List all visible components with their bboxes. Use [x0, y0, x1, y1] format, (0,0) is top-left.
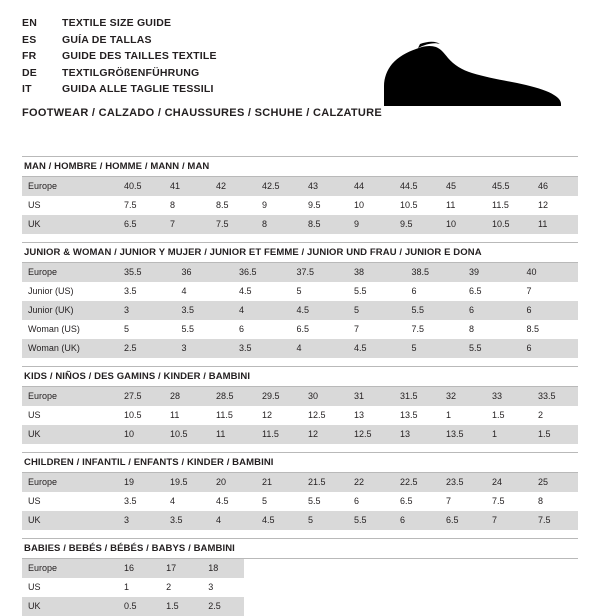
size-cell: 3: [202, 578, 244, 597]
size-cell: 1: [486, 425, 532, 444]
size-cell: 6: [406, 282, 464, 301]
size-block-kids: [22, 366, 578, 444]
row-label: US: [22, 578, 118, 597]
size-cell: 27.5: [118, 387, 164, 406]
size-cell: 3.5: [118, 282, 176, 301]
size-cell: 3: [118, 511, 164, 530]
size-cell: 13: [348, 406, 394, 425]
table-row: [22, 406, 578, 425]
size-cell: 10.5: [486, 215, 532, 234]
size-cell: 6.5: [118, 215, 164, 234]
row-label: UK: [22, 597, 118, 616]
size-cell: 42.5: [256, 177, 302, 196]
row-label: UK: [22, 425, 118, 444]
size-table-body: [22, 559, 244, 616]
size-cell: 10.5: [118, 406, 164, 425]
size-cell: 37.5: [291, 263, 349, 282]
size-cell: 33.5: [532, 387, 578, 406]
table-row: [22, 177, 578, 196]
size-cell: 4.5: [210, 492, 256, 511]
size-cell: 19: [118, 473, 164, 492]
size-block-children: [22, 452, 578, 530]
size-cell: 1.5: [486, 406, 532, 425]
row-label: Europe: [22, 387, 118, 406]
size-cell: 44.5: [394, 177, 440, 196]
language-title-list-body: [22, 16, 217, 99]
row-label: Europe: [22, 177, 118, 196]
language-title: GUIDE DES TAILLES TEXTILE: [62, 50, 217, 62]
size-cell: 11: [210, 425, 256, 444]
size-cell: 8: [532, 492, 578, 511]
size-cell: 9.5: [302, 196, 348, 215]
size-cell: 6: [521, 339, 579, 358]
size-cell: 11.5: [256, 425, 302, 444]
size-cell: 38.5: [406, 263, 464, 282]
table-row: [22, 387, 578, 406]
language-row: [22, 49, 217, 66]
size-block-man: [22, 156, 578, 234]
size-cell: 2: [160, 578, 202, 597]
language-code: IT: [22, 83, 32, 95]
size-cell: 0.5: [118, 597, 160, 616]
language-title: GUÍA DE TALLAS: [62, 33, 152, 46]
size-cell: 5.5: [406, 301, 464, 320]
size-cell: 8.5: [210, 196, 256, 215]
size-cell: 5: [406, 339, 464, 358]
size-cell: 8.5: [521, 320, 579, 339]
size-cell: 6: [394, 511, 440, 530]
size-cell: 28: [164, 387, 210, 406]
size-cell: 5.5: [463, 339, 521, 358]
size-cell: 24: [486, 473, 532, 492]
table-row: [22, 473, 578, 492]
size-cell: 11: [440, 196, 486, 215]
size-cell: 10.5: [394, 196, 440, 215]
size-block-babies: [22, 538, 578, 616]
document-header: [22, 16, 578, 126]
language-title: GUIDA ALLE TAGLIE TESSILI: [62, 83, 214, 95]
size-table-body: [22, 177, 578, 234]
block-title: BABIES / BEBÉS / BÉBÉS / BABYS / BAMBINI: [22, 538, 578, 559]
language-row: [22, 16, 217, 33]
language-code: ES: [22, 33, 37, 46]
size-cell: 7: [164, 215, 210, 234]
language-row: [22, 33, 217, 50]
size-cell: 11: [164, 406, 210, 425]
size-cell: 29.5: [256, 387, 302, 406]
size-cell: 6.5: [291, 320, 349, 339]
size-cell: 41: [164, 177, 210, 196]
size-cell: 20: [210, 473, 256, 492]
size-cell: 5.5: [302, 492, 348, 511]
size-cell: 16: [118, 559, 160, 578]
block-title: MAN / HOMBRE / HOMME / MANN / MAN: [22, 156, 578, 177]
size-cell: 5: [302, 511, 348, 530]
row-label: Junior (UK): [22, 301, 118, 320]
size-cell: 39: [463, 263, 521, 282]
size-cell: 7: [486, 511, 532, 530]
language-code: DE: [22, 66, 37, 79]
size-cell: 7: [521, 282, 579, 301]
size-cell: 12.5: [348, 425, 394, 444]
size-cell: 7.5: [210, 215, 256, 234]
row-label: Woman (US): [22, 320, 118, 339]
size-cell: 7: [348, 320, 406, 339]
size-cell: 5: [256, 492, 302, 511]
size-cell: 6: [233, 320, 291, 339]
table-row: [22, 320, 578, 339]
size-cell: 12.5: [302, 406, 348, 425]
size-cell: 40.5: [118, 177, 164, 196]
size-cell: 1: [440, 406, 486, 425]
size-cell: 10: [348, 196, 394, 215]
size-cell: 12: [256, 406, 302, 425]
size-cell: 23.5: [440, 473, 486, 492]
table-row: [22, 339, 578, 358]
size-cell: 13.5: [440, 425, 486, 444]
size-cell: 4: [210, 511, 256, 530]
size-cell: 1: [118, 578, 160, 597]
size-cell: 4: [164, 492, 210, 511]
size-cell: 12: [532, 196, 578, 215]
size-cell: 45: [440, 177, 486, 196]
dress-shoe-icon: [378, 34, 568, 106]
size-table-junior-woman: [22, 263, 578, 358]
size-cell: 38: [348, 263, 406, 282]
size-cell: 1.5: [160, 597, 202, 616]
size-table-body: [22, 387, 578, 444]
size-cell: 46: [532, 177, 578, 196]
table-row: [22, 492, 578, 511]
size-cell: 12: [302, 425, 348, 444]
size-cell: 8: [256, 215, 302, 234]
size-cell: 5.5: [176, 320, 234, 339]
size-cell: 7: [440, 492, 486, 511]
size-cell: 35.5: [118, 263, 176, 282]
size-cell: 11: [532, 215, 578, 234]
size-cell: 9: [348, 215, 394, 234]
size-cell: 25: [532, 473, 578, 492]
size-cell: 7.5: [118, 196, 164, 215]
size-cell: 31.5: [394, 387, 440, 406]
size-cell: 3: [176, 339, 234, 358]
size-cell: 11.5: [486, 196, 532, 215]
size-cell: 45.5: [486, 177, 532, 196]
size-cell: 13: [394, 425, 440, 444]
size-cell: 8.5: [302, 215, 348, 234]
size-cell: 11.5: [210, 406, 256, 425]
row-label: US: [22, 196, 118, 215]
size-cell: 9.5: [394, 215, 440, 234]
size-cell: 8: [164, 196, 210, 215]
size-cell: 44: [348, 177, 394, 196]
size-cell: 4.5: [291, 301, 349, 320]
size-cell: 5: [291, 282, 349, 301]
size-cell: 5: [348, 301, 406, 320]
row-label: UK: [22, 511, 118, 530]
row-label: Europe: [22, 559, 118, 578]
language-code: EN: [22, 17, 37, 29]
row-label: Junior (US): [22, 282, 118, 301]
size-cell: 8: [463, 320, 521, 339]
size-cell: 30: [302, 387, 348, 406]
size-cell: 4.5: [256, 511, 302, 530]
size-cell: 4: [176, 282, 234, 301]
size-cell: 4: [233, 301, 291, 320]
row-label: Europe: [22, 263, 118, 282]
size-cell: 4: [291, 339, 349, 358]
language-title-list: [22, 16, 217, 99]
size-cell: 33: [486, 387, 532, 406]
table-row: [22, 559, 244, 578]
size-cell: 5.5: [348, 282, 406, 301]
language-code: FR: [22, 50, 37, 62]
size-cell: 2.5: [118, 339, 176, 358]
size-cell: 36.5: [233, 263, 291, 282]
language-row: [22, 66, 217, 83]
block-title: KIDS / NIÑOS / DES GAMINS / KINDER / BAMBINI: [22, 366, 578, 387]
size-cell: 32: [440, 387, 486, 406]
row-label: US: [22, 406, 118, 425]
row-label: Woman (UK): [22, 339, 118, 358]
table-row: [22, 301, 578, 320]
size-cell: 43: [302, 177, 348, 196]
size-cell: 22: [348, 473, 394, 492]
size-cell: 4.5: [348, 339, 406, 358]
size-cell: 7.5: [532, 511, 578, 530]
size-block-junior-woman: [22, 242, 578, 358]
size-cell: 10: [118, 425, 164, 444]
size-table-man: [22, 177, 578, 234]
size-cell: 6.5: [440, 511, 486, 530]
size-cell: 42: [210, 177, 256, 196]
block-title: CHILDREN / INFANTIL / ENFANTS / KINDER / BAMBINI: [22, 452, 578, 473]
language-row: [22, 82, 217, 99]
row-label: UK: [22, 215, 118, 234]
table-row: [22, 263, 578, 282]
block-title: JUNIOR & WOMAN / JUNIOR Y MUJER / JUNIOR ET FEMME / JUNIOR UND FRAU / JUNIOR E DONA: [22, 242, 578, 263]
size-cell: 17: [160, 559, 202, 578]
size-cell: 5.5: [348, 511, 394, 530]
size-cell: 3.5: [233, 339, 291, 358]
table-row: [22, 425, 578, 444]
size-cell: 22.5: [394, 473, 440, 492]
size-cell: 6: [521, 301, 579, 320]
size-blocks: [22, 156, 578, 616]
size-cell: 7.5: [406, 320, 464, 339]
size-cell: 4.5: [233, 282, 291, 301]
size-cell: 10: [440, 215, 486, 234]
size-cell: 21.5: [302, 473, 348, 492]
table-row: [22, 578, 244, 597]
size-cell: 28.5: [210, 387, 256, 406]
size-cell: 5: [118, 320, 176, 339]
size-table-kids: [22, 387, 578, 444]
size-table-body: [22, 263, 578, 358]
table-row: [22, 196, 578, 215]
size-cell: 3.5: [176, 301, 234, 320]
size-cell: 6: [463, 301, 521, 320]
size-cell: 21: [256, 473, 302, 492]
size-cell: 6.5: [394, 492, 440, 511]
size-cell: 36: [176, 263, 234, 282]
size-cell: 18: [202, 559, 244, 578]
size-cell: 6.5: [463, 282, 521, 301]
size-cell: 9: [256, 196, 302, 215]
size-cell: 40: [521, 263, 579, 282]
row-label: US: [22, 492, 118, 511]
table-row: [22, 282, 578, 301]
size-table-babies: [22, 559, 244, 616]
size-cell: 2.5: [202, 597, 244, 616]
size-table-body: [22, 473, 578, 530]
size-cell: 6: [348, 492, 394, 511]
page-title: FOOTWEAR / CALZADO / CHAUSSURES / SCHUHE / CALZATURE: [22, 106, 383, 119]
size-cell: 7.5: [486, 492, 532, 511]
size-cell: 19.5: [164, 473, 210, 492]
table-row: [22, 511, 578, 530]
size-cell: 3.5: [118, 492, 164, 511]
row-label: Europe: [22, 473, 118, 492]
size-cell: 31: [348, 387, 394, 406]
size-cell: 2: [532, 406, 578, 425]
language-title: TEXTILE SIZE GUIDE: [62, 17, 172, 29]
table-row: [22, 215, 578, 234]
size-cell: 3: [118, 301, 176, 320]
size-cell: 10.5: [164, 425, 210, 444]
language-title: TEXTILGRÖßENFÜHRUNG: [62, 66, 200, 79]
size-cell: 13.5: [394, 406, 440, 425]
size-table-children: [22, 473, 578, 530]
size-cell: 1.5: [532, 425, 578, 444]
size-cell: 3.5: [164, 511, 210, 530]
